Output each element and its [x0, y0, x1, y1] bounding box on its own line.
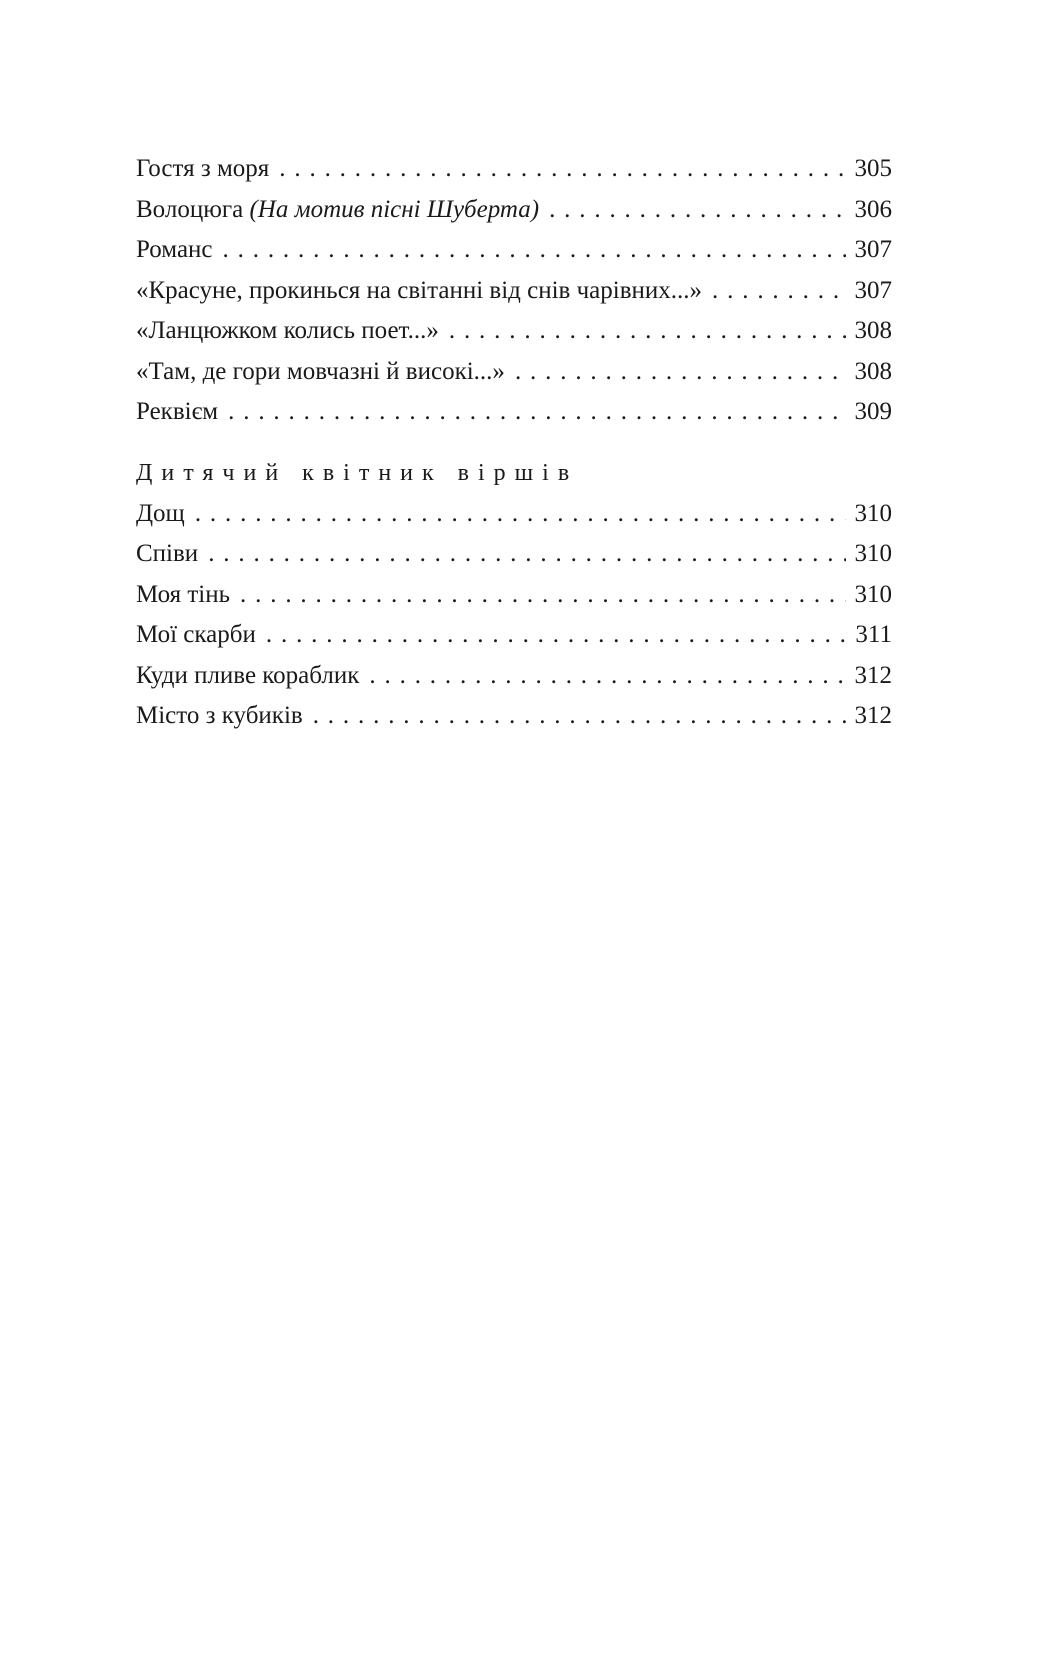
toc-entry[interactable]	[136, 392, 892, 433]
toc-entry[interactable]	[136, 352, 892, 393]
dot-leader	[549, 190, 846, 231]
dot-leader	[449, 311, 846, 352]
toc-entry-page: 310	[854, 540, 892, 567]
toc-entry-page: 311	[855, 621, 892, 648]
table-of-contents	[136, 149, 892, 737]
toc-entry-page: 310	[854, 580, 892, 608]
toc-entry-title-text: Волоцюга	[136, 195, 250, 223]
toc-entry-page: 308	[854, 317, 892, 344]
toc-entry-title: Куди пливе кораблик	[136, 661, 360, 689]
dot-leader	[223, 230, 846, 271]
toc-entry-title: «Там, де гори мовчазні й високі...»	[136, 357, 505, 385]
toc-entry-title	[136, 190, 539, 231]
toc-entry-subtitle: (На мотив пісні Шуберта)	[249, 195, 540, 223]
toc-entry[interactable]	[136, 656, 892, 697]
toc-entry-title: Місто з кубиків	[136, 702, 303, 729]
dot-leader	[712, 271, 846, 312]
section-heading: Дитячий квітник віршів	[136, 459, 579, 486]
dot-leader	[228, 392, 846, 433]
toc-entry[interactable]	[136, 190, 892, 231]
toc-entry[interactable]	[136, 494, 892, 535]
toc-entry-title: Моя тінь	[136, 580, 231, 608]
dot-leader	[279, 149, 846, 190]
toc-entry-page: 305	[854, 155, 892, 182]
toc-entry-page: 312	[854, 702, 892, 729]
dot-leader	[208, 534, 846, 575]
toc-entry[interactable]	[136, 149, 892, 190]
toc-entry-title: Мої скарби	[136, 621, 256, 648]
toc-entry[interactable]	[136, 534, 892, 575]
dot-leader	[195, 494, 846, 535]
toc-entry[interactable]	[136, 271, 892, 312]
dot-leader	[369, 656, 846, 697]
dot-leader	[313, 696, 846, 737]
toc-entry-title: Реквієм	[136, 398, 219, 425]
toc-entry-title: Співи	[136, 540, 199, 567]
toc-entry[interactable]	[136, 230, 892, 271]
toc-entry[interactable]	[136, 696, 892, 737]
toc-entry-title: «Ланцюжком колись поет...»	[136, 317, 439, 344]
toc-entry-title: Гостя з моря	[136, 155, 270, 182]
toc-entry-page: 310	[854, 499, 892, 527]
toc-entry-page: 312	[854, 661, 892, 689]
toc-entry-page: 309	[854, 398, 892, 425]
toc-entry[interactable]	[136, 575, 892, 616]
dot-leader	[266, 615, 846, 656]
dot-leader	[515, 352, 846, 393]
toc-entry-page: 308	[854, 357, 892, 385]
toc-entry-title: «Красуне, прокинься на світанні від снів чарівних...»	[136, 276, 703, 304]
dot-leader	[240, 575, 846, 616]
toc-entry[interactable]	[136, 311, 892, 352]
toc-entry[interactable]	[136, 615, 892, 656]
toc-entry-page: 306	[854, 195, 892, 223]
toc-entry-title: Дощ	[136, 499, 185, 527]
toc-entry-title: Романс	[136, 236, 213, 263]
toc-entry-page: 307	[854, 236, 892, 263]
toc-entry-page: 307	[854, 276, 892, 304]
